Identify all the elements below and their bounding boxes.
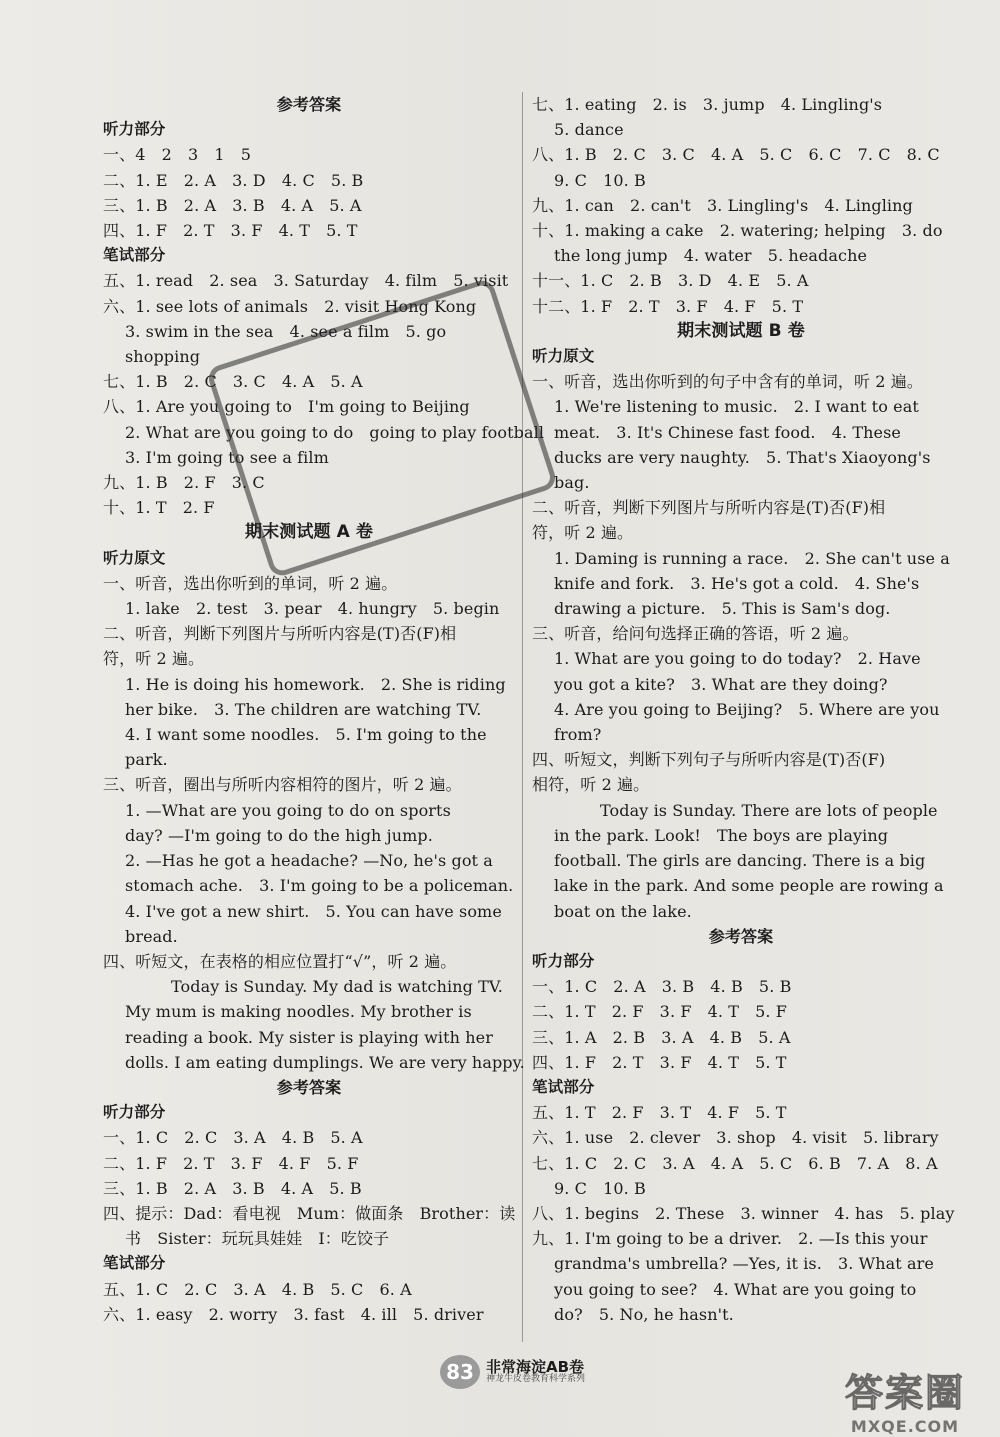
right-column-line: 十、1. making a cake 2. watering; helping 3. do — [532, 221, 943, 241]
right-column-line: 9. C 10. B — [554, 1178, 646, 1198]
right-column-line: 5. dance — [554, 120, 624, 140]
right-column-line: 三、听音，给问句选择正确的答语，听 2 遍。 — [532, 624, 859, 644]
left-column-line: 书 Sister：玩玩具娃娃 I：吃饺子 — [125, 1229, 390, 1249]
right-column-line: bag. — [554, 473, 590, 493]
right-column-line: 十一、1. C 2. B 3. D 4. E 5. A — [532, 271, 809, 291]
right-column-line: you going to see? 4. What are you going to — [554, 1279, 917, 1299]
page-footer — [440, 1352, 585, 1392]
left-column-line: 听力部分 — [103, 120, 166, 139]
right-column-line: 听力原文 — [532, 347, 595, 366]
right-column-line: grandma's umbrella? —Yes, it is. 3. What are — [554, 1254, 934, 1274]
right-column-line: 七、1. eating 2. is 3. jump 4. Lingling's — [532, 95, 883, 114]
right-column-line: 4. Are you going to Beijing? 5. Where are you — [554, 699, 940, 719]
left-column-line: 三、听音，圈出与所听内容相符的图片，听 2 遍。 — [103, 775, 462, 795]
right-column-line: 二、1. T 2. F 3. F 4. T 5. F — [532, 1002, 788, 1022]
left-column-line: her bike. 3. The children are watching TV. — [125, 699, 482, 719]
left-column-line: dolls. I am eating dumplings. We are very happy. — [125, 1052, 525, 1072]
left-column-line: park. — [125, 750, 168, 770]
right-column-line: meat. 3. It's Chinese fast food. 4. These — [554, 422, 901, 442]
right-column-line: 期末测试题 B 卷 — [677, 320, 805, 341]
site-watermark — [820, 1362, 990, 1434]
left-column-line: 听力原文 — [103, 548, 166, 567]
right-column-line: 1. Daming is running a race. 2. She can't use a — [554, 548, 950, 568]
left-column-line: 一、1. C 2. C 3. A 4. B 5. A — [103, 1128, 363, 1148]
right-column-line: 十二、1. F 2. T 3. F 4. F 5. T — [532, 296, 804, 316]
left-column-line: 4. I've got a new shirt. 5. You can have some — [125, 901, 502, 921]
right-column-line: knife and fork. 3. He's got a cold. 4. She's — [554, 573, 920, 593]
right-column-line: 二、听音，判断下列图片与所听内容是(T)否(F)相 — [532, 498, 886, 518]
left-column-line: 参考答案 — [276, 95, 342, 114]
series-subtitle: 神龙牛皮卷教育科学系列 — [486, 1374, 586, 1385]
left-column-line: 七、1. B 2. C 3. C 4. A 5. A — [103, 372, 363, 392]
left-column-line: My mum is making noodles. My brother is — [125, 1002, 472, 1022]
left-column-line: 三、1. B 2. A 3. B 4. A 5. B — [103, 1178, 362, 1198]
left-column-line: 四、听短文，在表格的相应位置打“√”，听 2 遍。 — [103, 951, 457, 971]
right-column-line: 八、1. B 2. C 3. C 4. A 5. C 6. C 7. C 8. C — [532, 145, 940, 165]
series-title: 非常海淀AB卷 — [486, 1357, 585, 1376]
right-column-line: 九、1. can 2. can't 3. Lingling's 4. Lingling — [532, 195, 913, 215]
left-column-line: reading a book. My sister is playing with her — [125, 1027, 493, 1047]
left-column-line: 2. —Has he got a headache? —No, he's got a — [125, 851, 493, 871]
left-column-line: 参考答案 — [276, 1077, 342, 1097]
left-column — [103, 92, 545, 1327]
right-column-line: 笔试部分 — [532, 1077, 595, 1096]
right-column-line: 符，听 2 遍。 — [532, 523, 634, 543]
right-column — [532, 92, 955, 1327]
left-column-line: 九、1. B 2. F 3. C — [103, 473, 265, 493]
left-column-line: 期末测试题 A 卷 — [245, 522, 373, 543]
left-column-line: 六、1. easy 2. worry 3. fast 4. ill 5. driver — [103, 1304, 484, 1324]
left-column-line: 三、1. B 2. A 3. B 4. A 5. A — [103, 195, 362, 215]
left-column-line: 3. swim in the sea 4. see a film 5. go — [125, 321, 447, 341]
left-column-line: 笔试部分 — [103, 246, 166, 265]
left-column-line: 八、1. Are you going to I'm going to Beijing — [103, 397, 470, 417]
page-number: 83 — [440, 1355, 480, 1389]
right-column-line: 一、听音，选出你听到的句子中含有的单词，听 2 遍。 — [532, 372, 923, 392]
right-column-line: ducks are very naughty. 5. That's Xiaoyong's — [554, 447, 931, 467]
right-column-line: 一、1. C 2. A 3. B 4. B 5. B — [532, 977, 792, 997]
left-column-line: 二、1. F 2. T 3. F 4. F 5. F — [103, 1153, 359, 1173]
right-column-line: 六、1. use 2. clever 3. shop 4. visit 5. library — [532, 1128, 939, 1148]
right-column-line: 七、1. C 2. C 3. A 4. A 5. C 6. B 7. A 8. A — [532, 1153, 938, 1173]
left-column-line: 五、1. read 2. sea 3. Saturday 4. film 5. visit — [103, 271, 509, 291]
right-column-line: 听力部分 — [532, 951, 595, 970]
left-column-line: 六、1. see lots of animals 2. visit Hong Kong — [103, 296, 477, 316]
left-column-line: 四、提示：Dad：看电视 Mum：做面条 Brother：读 — [103, 1203, 516, 1223]
right-column-line: 相符，听 2 遍。 — [532, 775, 650, 795]
right-column-line: from? — [554, 725, 602, 745]
right-column-line: 三、1. A 2. B 3. A 4. B 5. A — [532, 1027, 791, 1047]
left-column-line: shopping — [125, 347, 201, 367]
right-column-line: the long jump 4. water 5. headache — [554, 246, 868, 266]
left-column-line: 一、听音，选出你听到的单词，听 2 遍。 — [103, 573, 398, 593]
left-column-line: 听力部分 — [103, 1103, 166, 1122]
watermark-url: MXQE.COM — [850, 1417, 960, 1436]
right-column-line: do? 5. No, he hasn't. — [554, 1304, 734, 1324]
left-column-line: 1. —What are you going to do on sports — [125, 800, 451, 820]
right-column-line: 八、1. begins 2. These 3. winner 4. has 5. play — [532, 1203, 955, 1223]
right-column-line: 参考答案 — [708, 926, 774, 946]
right-column-line: 四、听短文，判断下列句子与所听内容是(T)否(F) — [532, 750, 886, 770]
column-divider — [522, 92, 523, 1342]
left-column-line: 十、1. T 2. F — [103, 498, 215, 518]
right-column-line: 五、1. T 2. F 3. T 4. F 5. T — [532, 1103, 787, 1123]
right-column-line: 四、1. F 2. T 3. F 4. T 5. T — [532, 1052, 787, 1072]
left-column-line: 符，听 2 遍。 — [103, 649, 205, 669]
left-column-line: bread. — [125, 926, 178, 946]
left-column-line: 四、1. F 2. T 3. F 4. T 5. T — [103, 221, 358, 241]
left-column-line: 二、听音，判断下列图片与所听内容是(T)否(F)相 — [103, 624, 457, 644]
left-column-line: stomach ache. 3. I'm going to be a policeman. — [125, 876, 514, 896]
left-column-line: 五、1. C 2. C 3. A 4. B 5. C 6. A — [103, 1279, 412, 1299]
left-column-line: 二、1. E 2. A 3. D 4. C 5. B — [103, 170, 364, 190]
right-column-line: 九、1. I'm going to be a driver. 2. —Is this your — [532, 1229, 928, 1249]
right-column-line: drawing a picture. 5. This is Sam's dog. — [554, 599, 891, 619]
left-column-line: Today is Sunday. My dad is watching TV. — [171, 977, 503, 997]
right-column-line: Today is Sunday. There are lots of people — [600, 800, 938, 820]
left-column-line: 3. I'm going to see a film — [125, 447, 329, 467]
left-column-line: 2. What are you going to do going to play football — [125, 422, 545, 442]
footer-series — [486, 1359, 585, 1385]
right-column-line: football. The girls are dancing. There is a big — [554, 851, 926, 871]
watermark-logo: 答案圈 — [844, 1371, 965, 1415]
right-column-line: 9. C 10. B — [554, 170, 646, 190]
left-column-line: day? —I'm going to do the high jump. — [125, 825, 433, 845]
right-column-line: 1. We're listening to music. 2. I want to eat — [554, 397, 919, 417]
right-column-line: in the park. Look! The boys are playing — [554, 825, 889, 845]
left-column-line: 1. He is doing his homework. 2. She is riding — [125, 674, 506, 694]
left-column-line: 4. I want some noodles. 5. I'm going to the — [125, 725, 487, 745]
right-column-line: lake in the park. And some people are rowing a — [554, 876, 944, 896]
left-column-line: 一、4 2 3 1 5 — [103, 145, 251, 165]
right-column-line: 1. What are you going to do today? 2. Have — [554, 649, 921, 669]
left-column-line: 1. lake 2. test 3. pear 4. hungry 5. begin — [125, 599, 500, 619]
right-column-line: you got a kite? 3. What are they doing? — [554, 674, 888, 694]
right-column-line: boat on the lake. — [554, 901, 692, 921]
left-column-line: 笔试部分 — [103, 1254, 166, 1273]
